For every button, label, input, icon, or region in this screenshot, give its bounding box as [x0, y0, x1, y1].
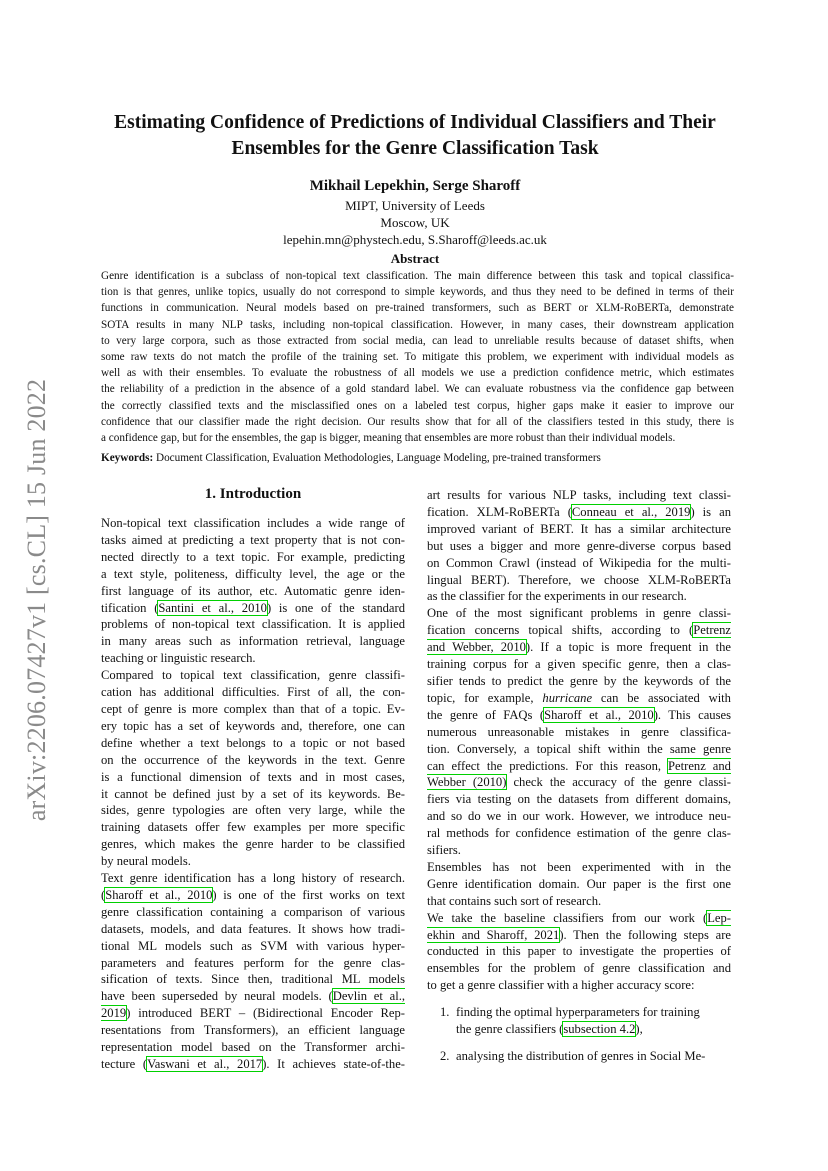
text-line: representation model based on the Transformer archi- [101, 1040, 405, 1055]
text-line: cept of genre is more complex than that of a topic. Ev- [101, 701, 405, 716]
text-line: the genre of FAQs (Sharoff et al., 2010). This causes [427, 707, 731, 722]
text-line: tional ML models such as SVM with various hyper- [101, 938, 405, 953]
text-line: have been superseded by neural models. (Devlin et al., [101, 989, 405, 1004]
citation-link[interactable]: Santini et al., 2010 [158, 600, 267, 615]
text-line: resentations from Transformers), an efficient language [101, 1023, 405, 1038]
text-line: topic, for example, hurricane can be associated with [427, 690, 731, 705]
text-line: as the classifier for the experiments in our research. [427, 589, 687, 604]
text-line: numerous unreasonable mistakes in genre classifica- [427, 724, 731, 739]
text-line: ensembles for the problem of genre classification and [427, 961, 731, 976]
text-line: training corpus for a given specific genre, then a clas- [427, 657, 731, 672]
emails: lepehin.mn@phystech.edu, S.Sharoff@leeds.ac.uk [283, 232, 547, 247]
text-line: improved variant of BERT. It has a similar architecture [427, 521, 731, 536]
citation-link[interactable]: ekhin and Sharoff, 2021 [427, 927, 560, 942]
citation-link[interactable]: Petrenz [693, 623, 731, 638]
text-line: Compared to topical text classification, genre classifi- [101, 668, 405, 683]
text-line: is a functional dimension of texts and in most cases, [101, 769, 405, 784]
text-line: and so do we in our work. However, we introduce neu- [427, 809, 731, 824]
enum-number: 1. [440, 1005, 450, 1019]
affiliation: MIPT, University of Leeds [345, 198, 485, 213]
text-line: sifier tends to predict the genre by the keywords of the [427, 673, 731, 688]
text-line: One of the most significant problems in genre classi- [427, 606, 731, 621]
abstract-line: some raw texts do not match the profile of the training set. To mitigate this problem, we experiment with individual models as [101, 351, 734, 364]
text-line: cation has additional difficulties. First of all, the con- [101, 685, 405, 700]
text-line: Ensembles has not been experimented with in the [427, 859, 731, 874]
text-line: nected directly to a text topic. For example, predicting [101, 549, 405, 564]
text-line: sifiers. [427, 843, 461, 858]
abstract-line: the reliability of a prediction in the absence of a gold standard label. We can evaluate robustness via the confidence gap between [101, 383, 734, 396]
text-line: on the occurrence of the keywords in the text. Genre [101, 752, 405, 767]
text-line: ral methods for confidence estimation of the genre clas- [427, 826, 731, 841]
abstract [101, 268, 734, 446]
text-line: but uses a bigger and more genre-diverse corpus based [427, 538, 731, 553]
enum-item-1: 1. finding the optimal hyperparameters for training the genre classifiers (subsection 4.2), [440, 1005, 700, 1036]
text-line: fiers via testing on the datasets from different domains, [427, 792, 731, 807]
text-line: lingual BERT). Therefore, we choose XLM-RoBERTa [427, 572, 731, 587]
text-line: Genre identification domain. Our paper is the first one [427, 876, 731, 891]
title-line-1: Estimating Confidence of Predictions of Individual Classifiers and Their [114, 112, 716, 133]
right-column [427, 487, 731, 994]
enum-number: 2. [440, 1049, 450, 1063]
text-line: tion. Conversely, a topical shift within the same genre [427, 741, 731, 756]
keywords-text: Document Classification, Evaluation Methodologies, Language Modeling, pre-trained transformers [153, 452, 601, 464]
text-line: by neural models. [101, 854, 191, 869]
abstract-line: confidence that our classifier made the right decision. Our results show that for all of the classifiers tested in this study, there is [101, 415, 734, 428]
text-line: art results for various NLP tasks, including text classi- [427, 488, 731, 502]
section-heading-introduction: 1. Introduction [204, 486, 302, 502]
citation-link[interactable]: and Webber, 2010 [427, 640, 526, 655]
text-line: problems of non-topical text classification. It is applied [101, 617, 405, 632]
citation-link[interactable]: 2019 [101, 1006, 127, 1021]
text-line: Text genre identification has a long history of research. [101, 871, 405, 886]
keywords-label: Keywords: [101, 452, 154, 464]
citation-link[interactable]: Lep- [707, 910, 731, 925]
text-line: on Common Crawl (instead of Wikipedia for the multi- [427, 555, 731, 570]
enum-item-2 [440, 1048, 744, 1065]
abstract-line: functions in communication. Neural models based on pre-trained transformers, such as BERT or XLM-RoBERTa, demonstrate [101, 302, 734, 315]
abstract-line: to very large corpora, such as those extracted from social media, can lead to unreliable results because of dataset shifts, when [101, 334, 734, 347]
text-line: training datasets offer few examples per more specific [101, 820, 405, 835]
text-line: it cannot be defined just by a set of its keywords. Be- [101, 786, 405, 801]
abstract-line: a confidence gap, but for the ensembles, the gap is bigger, meaning that ensembles are more robust than their individual models. [101, 432, 676, 445]
citation-link[interactable]: Vaswani et al., 2017 [147, 1057, 263, 1071]
text-line: ery topic has a set of keywords and, therefore, one can [101, 718, 405, 733]
text-line: sides, genre typologies are often very large, while the [101, 803, 405, 818]
text-line: first language of its author, etc. Automatic genre iden- [101, 583, 405, 598]
text-line: a text style, politeness, difficulty level, the age or the [101, 566, 405, 581]
text-line: genre classification containing a comparison of various [101, 904, 405, 919]
text-line: tification (Santini et al., 2010) is one of the standard [101, 600, 405, 615]
text-line: fication. XLM-RoBERTa (Conneau et al., 2019) is an [427, 504, 731, 519]
text-line: fication concerns topical shifts, according to (Petrenz [427, 623, 731, 638]
text-line: and Webber, 2010). If a topic is more frequent in the [427, 640, 731, 655]
text-line: that contains such sort of research. [427, 893, 602, 908]
citation-link[interactable]: Webber (2010) [427, 775, 507, 790]
text-line: can effect the predictions. For this reason, Petrenz and [427, 758, 731, 773]
left-column [101, 515, 405, 1073]
citation-link[interactable]: Sharoff et al., 2010 [544, 707, 654, 722]
abstract-line: well as with their ensembles. To evaluate the robustness of all models we use a prediction confidence metric, which estimates [101, 367, 734, 380]
text-line: teaching or linguistic research. [101, 651, 256, 666]
arxiv-id-text: arXiv:2206.07427v1 [cs.CL] 15 Jun 2022 [22, 378, 51, 822]
abstract-line: Genre identification is a subclass of non-topical text classification. The main difference between this task and topical classifica- [101, 270, 734, 282]
authors: Mikhail Lepekhin, Serge Sharoff [309, 178, 521, 194]
abstract-heading: Abstract [390, 251, 440, 266]
section-link[interactable]: subsection 4.2 [563, 1021, 636, 1036]
text-line: 2019) introduced BERT – (Bidirectional Encoder Rep- [101, 1006, 405, 1021]
emphasis: hurricane [542, 690, 593, 705]
citation-link[interactable]: Sharoff et al., 2010 [105, 887, 213, 902]
text-line: ekhin and Sharoff, 2021). Then the following steps are [427, 927, 731, 942]
text-line: conducted in this paper to investigate the properties of [427, 944, 731, 959]
text-line: parameters and features perform for the genre clas- [101, 955, 405, 970]
text-line: We take the baseline classifiers from our work (Lep- [427, 910, 731, 925]
citation-link[interactable]: Conneau et al., 2019 [571, 504, 691, 519]
text-line: Webber (2010) check the accuracy of the genre classi- [427, 775, 731, 790]
abstract-line: tion is that genres, unlike topics, usually do not correspond to simple keywords, and thus they need to be defined in terms of their [101, 286, 734, 299]
text-line: in many areas such as information retrieval, language [101, 634, 405, 649]
text-line: (Sharoff et al., 2010) is one of the first works on text [101, 887, 405, 902]
text-line: define whether a text belongs to a topic or not based [101, 735, 405, 750]
citation-link[interactable]: Petrenz and [668, 758, 731, 773]
text-line: tecture (Vaswani et al., 2017). It achieves state-of-the- [101, 1057, 405, 1071]
arxiv-identifier [14, 340, 60, 860]
keywords [101, 452, 734, 464]
text-line: tasks aimed at predicting a text property that is not con- [101, 532, 405, 547]
location: Moscow, UK [380, 215, 450, 230]
text-line: sification of texts. Since then, traditional ML models [101, 972, 405, 987]
citation-link[interactable]: Devlin et al., [332, 989, 405, 1004]
abstract-line: SOTA results in many NLP tasks, including non-topical classification. However, in many cases, their downstream application [101, 318, 734, 331]
abstract-line: the correctly classified texts and the misclassified ones on a labeled test corpus, higher gaps make it easier to improve our [101, 399, 734, 412]
enum-text: analysing the distribution of genres in Social Me- [456, 1049, 706, 1063]
text-line: datasets, models, and data features. It shows how tradi- [101, 921, 405, 936]
enum-text: finding the optimal hyperparameters for training [456, 1005, 700, 1019]
text-line: to get a genre classifier with a higher accuracy score: [427, 978, 695, 993]
text-line: Non-topical text classification includes a wide range of [101, 516, 405, 530]
text-line: genres, which makes the genre harder to be classified [101, 837, 405, 852]
paper-title [90, 110, 740, 162]
title-line-2: Ensembles for the Genre Classification Task [231, 138, 599, 159]
